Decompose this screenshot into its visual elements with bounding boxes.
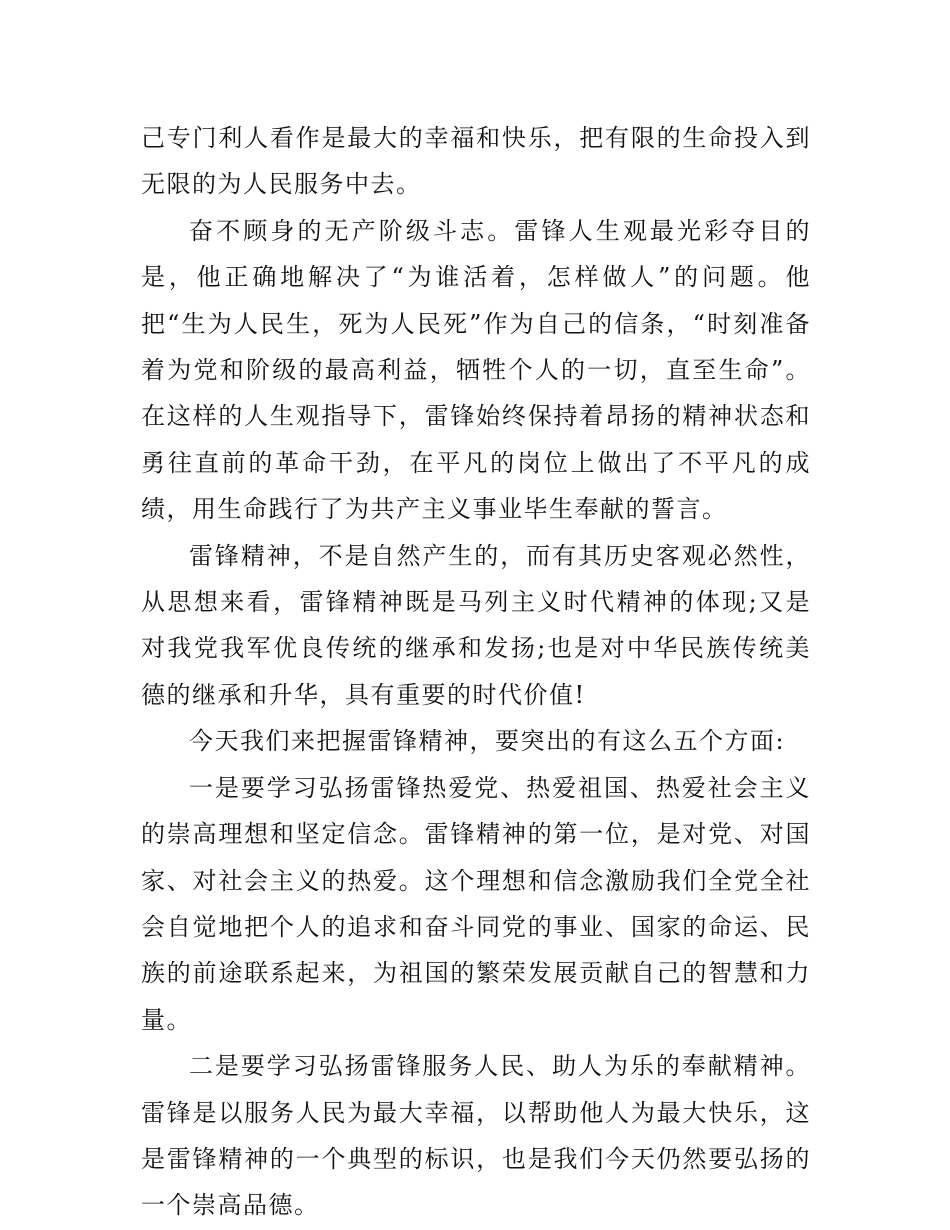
- paragraph-2: 奋不顾身的无产阶级斗志。雷锋人生观最光彩夺目的是，他正确地解决了“为谁活着，怎样做人”的问题。他把“生为人民生，死为人民死”作为自己的信条，“时刻准备着为党和阶级的最高利益，牺牲个人的一切，直至生命”。在这样的人生观指导下，雷锋始终保持着昂扬的精神状态和勇往直前的革命干劲，在平凡的岗位上做出了不平凡的成绩，用生命践行了为共产主义事业毕生奉献的誓言。: [141, 216, 811, 524]
- paragraph-5: 一是要学习弘扬雷锋热爱党、热爱祖国、热爱社会主义的崇高理想和坚定信念。雷锋精神的第一位，是对党、对国家、对社会主义的热爱。这个理想和信念激励我们全党全社会自觉地把个人的追求和奋斗同党的事业、国家的命运、民族的前途联系起来，为祖国的繁荣发展贡献自己的智慧和力量。: [141, 773, 811, 1034]
- paragraph-6: 二是要学习弘扬雷锋服务人民、助人为乐的奉献精神。雷锋是以服务人民为最大幸福，以帮助他人为最大快乐，这是雷锋精神的一个典型的标识，也是我们今天仍然要弘扬的一个崇高品德。: [141, 1052, 811, 1220]
- paragraph-3: 雷锋精神，不是自然产生的，而有其历史客观必然性，从思想来看，雷锋精神既是马列主义时代精神的体现;又是对我党我军优良传统的继承和发扬;也是对中华民族传统美德的继承和升华，具有重要的时代价值!: [141, 541, 811, 709]
- paragraph-4: 今天我们来把握雷锋精神，要突出的有这么五个方面:: [189, 727, 786, 756]
- paragraph-1: 己专门利人看作是最大的幸福和快乐，把有限的生命投入到无限的为人民服务中去。: [141, 124, 811, 199]
- document-body: [141, 115, 811, 1229]
